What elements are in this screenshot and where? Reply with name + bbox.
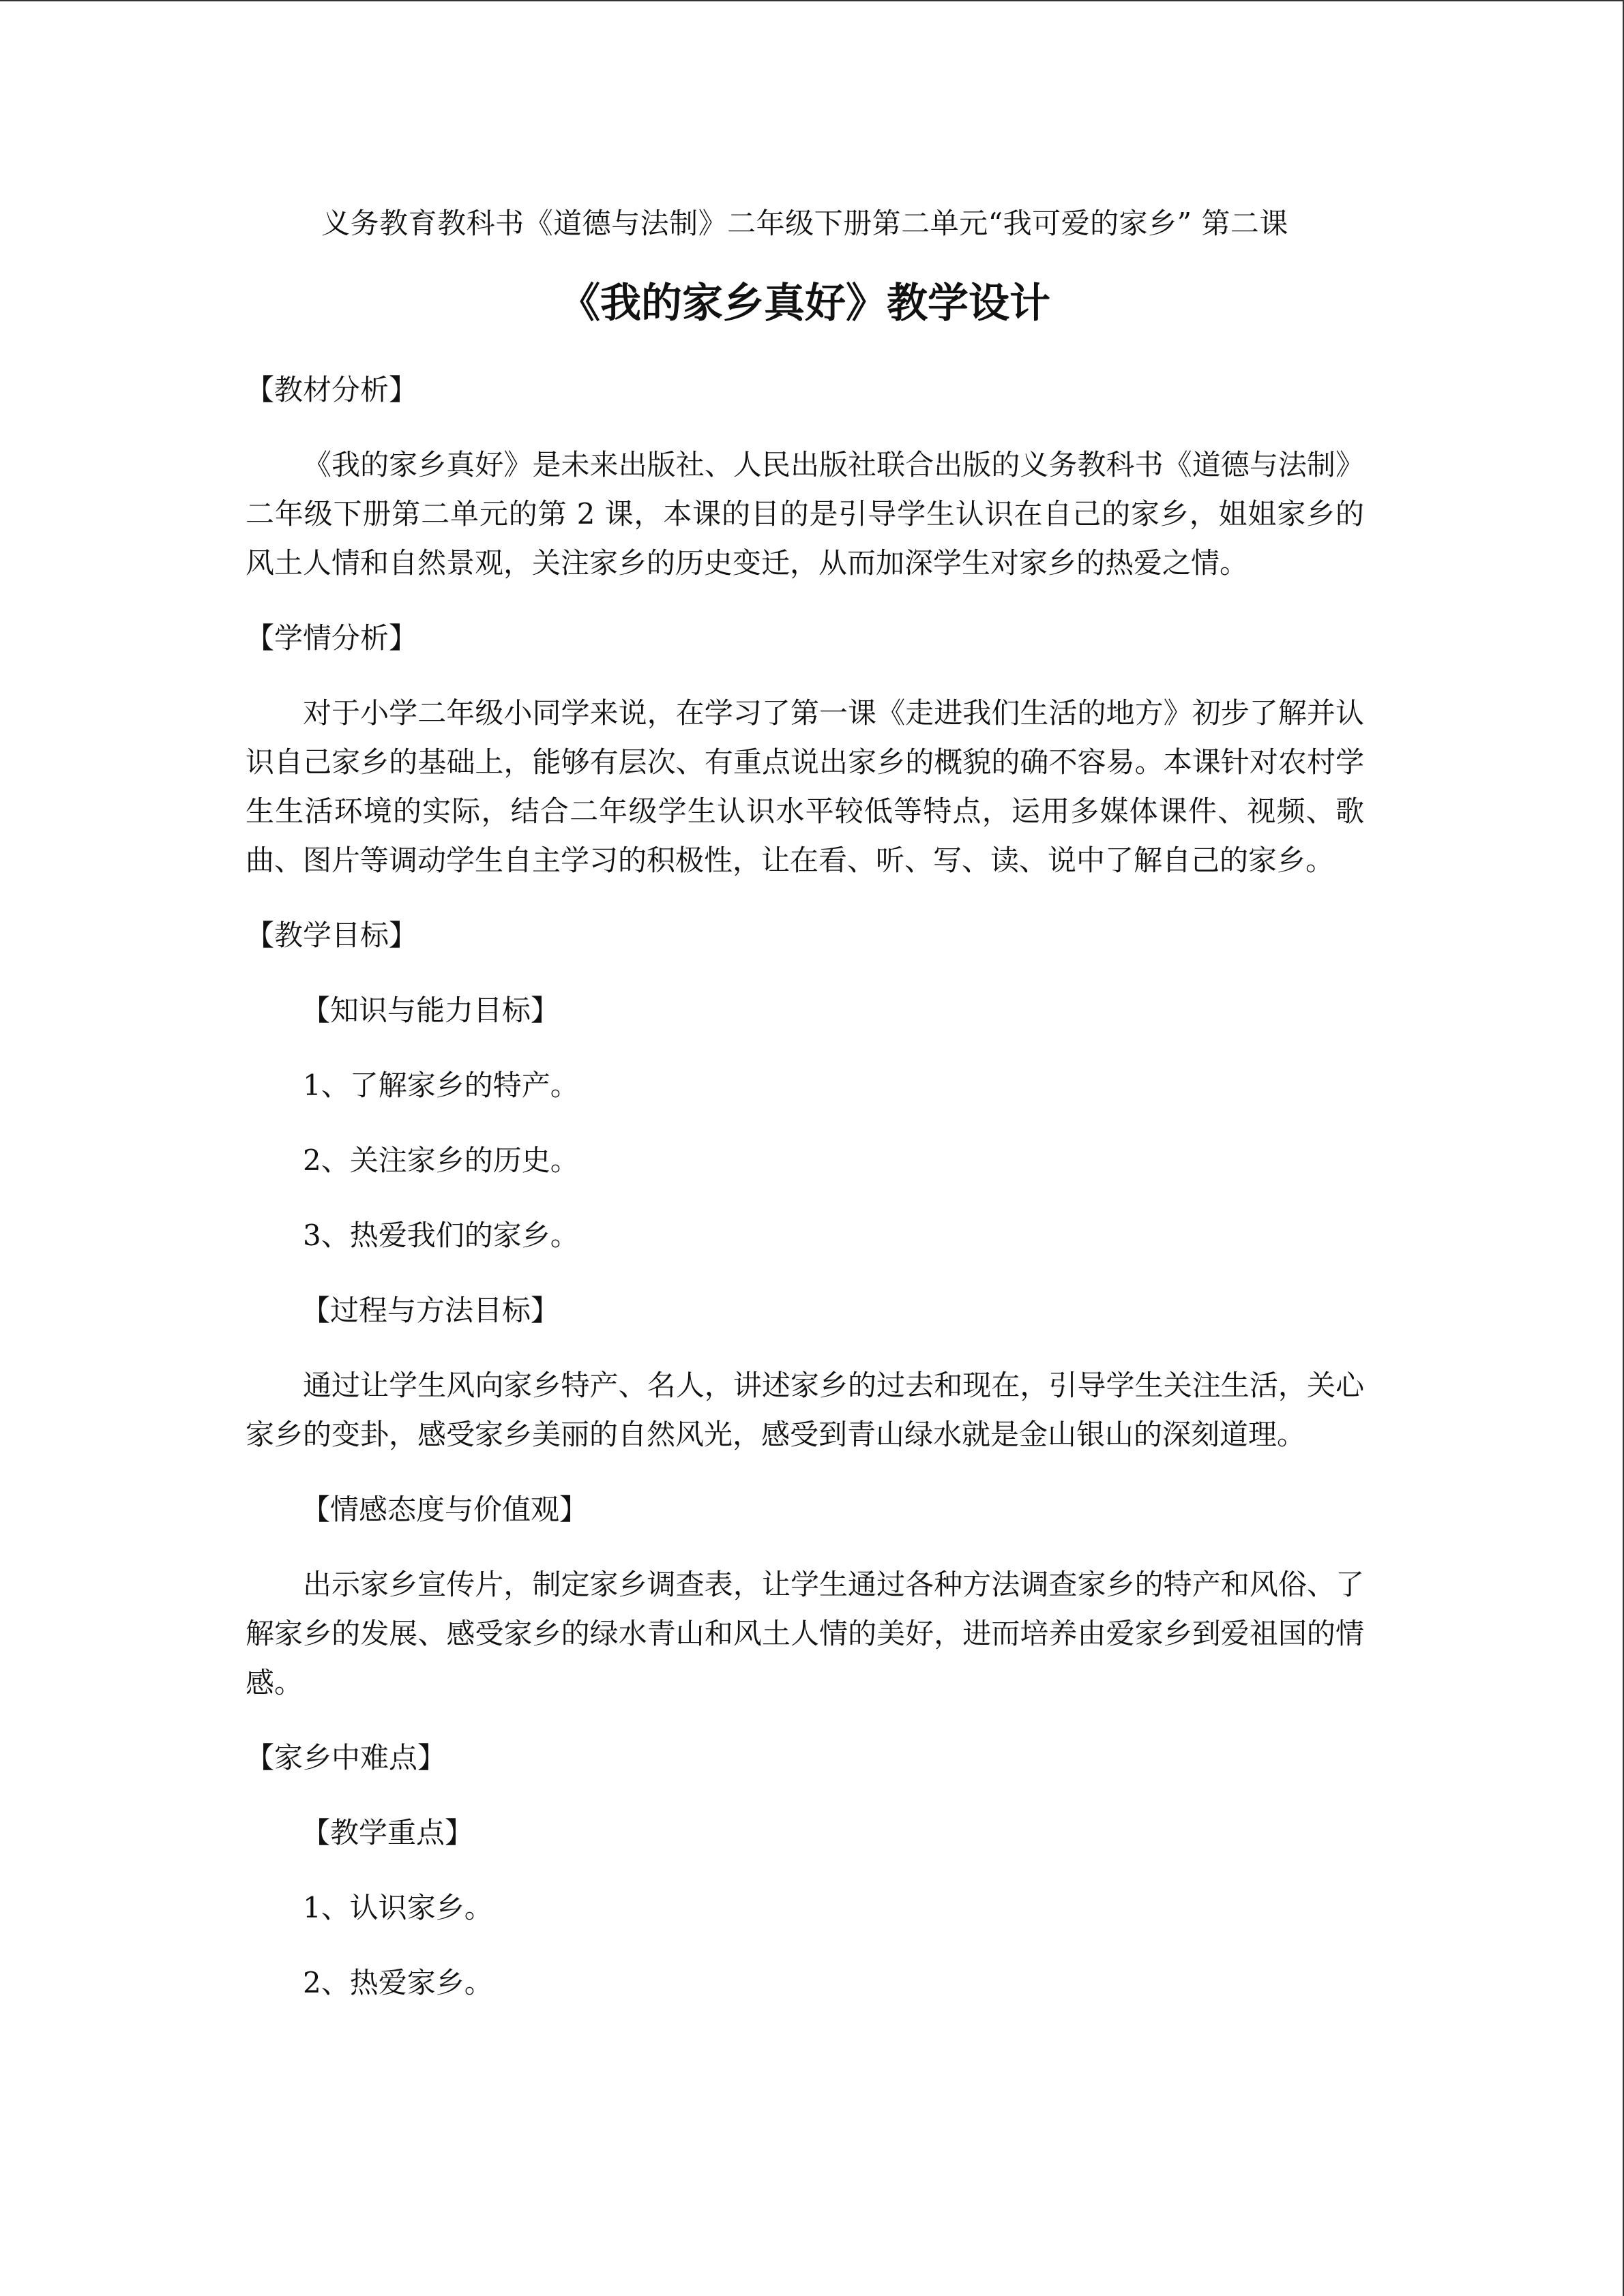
subheading-knowledge-goals: 【知识与能力目标】	[301, 994, 560, 1027]
subheading-teaching-focus: 【教学重点】	[301, 1816, 474, 1849]
subheading-emotion-values: 【情感态度与价值观】	[301, 1493, 589, 1526]
paragraph-student-analysis: 对于小学二年级小同学来说，在学习了第一课《走进我们生活的地方》初步了解并认识自己家乡的基础上，能够有层次、有重点说出家乡的概貌的确不容易。本课针对农村学生生活环境的实际，结合二年级学生认识水平较低等特点，运用多媒体课件、视频、歌曲、图片等调动学生自主学习的积极性，让在看、听、写、读、说中了解自己的家乡。	[246, 696, 1364, 877]
paragraph-material-analysis: 《我的家乡真好》是未来出版社、人民出版社联合出版的义务教科书《道德与法制》二年级下册第二单元的第 2 课，本课的目的是引导学生认识在自己的家乡，姐姐家乡的风土人情和自然景观，关注家乡的历史变迁，从而加深学生对家乡的热爱之情。	[246, 448, 1364, 580]
paragraph-process-goals: 通过让学生风向家乡特产、名人，讲述家乡的过去和现在，引导学生关注生活，关心家乡的变卦，感受家乡美丽的自然风光，感受到青山绿水就是金山银山的深刻道理。	[246, 1369, 1364, 1451]
heading-material-analysis: 【教材分析】	[246, 373, 418, 406]
paragraph-emotion-values: 出示家乡宣传片，制定家乡调查表，让学生通过各种方法调查家乡的特产和风俗、了解家乡的发展、感受家乡的绿水青山和风土人情的美好，进而培养由爱家乡到爱祖国的情感。	[246, 1568, 1364, 1699]
heading-teaching-goals: 【教学目标】	[246, 919, 418, 952]
list-item-knowledge-3: 3、热爱我们的家乡。	[303, 1219, 579, 1252]
document-body	[246, 199, 1364, 2033]
list-item-knowledge-2: 2、关注家乡的历史。	[303, 1144, 579, 1177]
heading-student-analysis: 【学情分析】	[246, 621, 418, 655]
subheading-process-goals: 【过程与方法目标】	[301, 1294, 560, 1327]
list-item-focus-1: 1、认识家乡。	[303, 1891, 493, 1924]
list-item-knowledge-1: 1、了解家乡的特产。	[303, 1069, 579, 1102]
document-title: 《我的家乡真好》教学设计	[559, 280, 1050, 327]
heading-key-points: 【家乡中难点】	[246, 1741, 447, 1774]
document-subtitle: 义务教育教科书《道德与法制》二年级下册第二单元“我可爱的家乡” 第二课	[321, 207, 1288, 240]
list-item-focus-2: 2、热爱家乡。	[303, 1966, 493, 1999]
